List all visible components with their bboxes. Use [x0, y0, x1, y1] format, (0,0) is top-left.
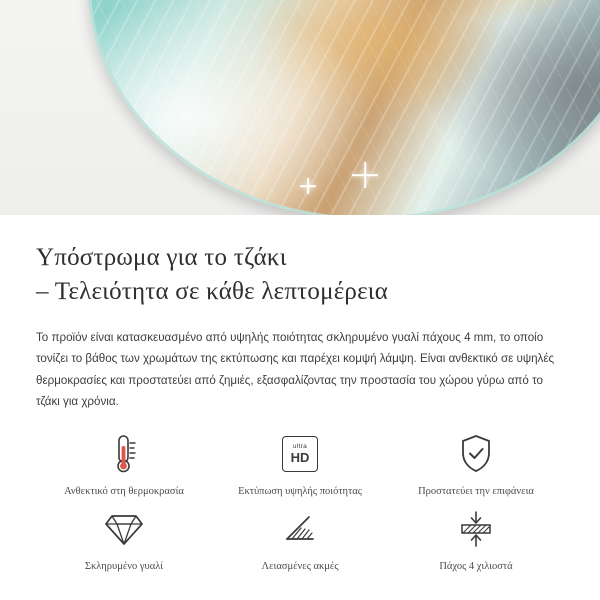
ultra-hd-badge-top: ultra	[292, 442, 308, 450]
shield-check-icon	[456, 431, 496, 477]
feature-item-print-quality	[212, 431, 388, 499]
feature-item-temperature-resistant	[36, 431, 212, 499]
ultra-hd-icon	[282, 431, 318, 477]
feature-item-thickness	[388, 506, 564, 574]
feature-item-tempered-glass	[36, 506, 212, 574]
hero-image	[0, 0, 600, 215]
feature-label: Λειασμένες ακμές	[261, 561, 339, 573]
feature-label: Εκτύπωση υψηλής ποιότητας	[238, 485, 362, 497]
page-title-line-2: – Τελειότητα σε κάθε λεπτομέρεια	[36, 278, 389, 305]
ultra-hd-badge-bottom: HD	[290, 450, 310, 465]
polished-edges-icon	[279, 506, 321, 552]
page-title-line-1: Υπόστρωμα για το τζάκι	[36, 244, 287, 271]
page-title	[36, 241, 564, 309]
diamond-icon	[103, 506, 145, 552]
thermometer-icon	[104, 431, 144, 477]
description-paragraph: Το προϊόν είναι κατασκευασμένο από υψηλής ποιότητας σκληρυμένο γυαλί πάχους 4 mm, το οποίο τονίζει το βάθος των χρωμάτων της εκτύπωσης και παρέχει κομψή λάμψη. Είναι ανθεκτικό σε υψηλές θερμοκρασίες και προστατεύει από ζημιές, εξασφαλίζοντας την προστασία του χώρου γύρω από το τζάκι για χρόνια.	[36, 331, 555, 409]
feature-label: Ανθεκτικό στη θερμοκρασία	[64, 485, 184, 497]
thickness-arrows-icon	[454, 506, 498, 552]
feature-label: Πάχος 4 χιλιοστά	[439, 561, 513, 573]
content-area	[0, 215, 600, 574]
marble-glass-disc	[88, 0, 600, 215]
feature-label: Σκληρυμένο γυαλί	[84, 561, 164, 573]
feature-grid	[36, 431, 564, 574]
feature-item-surface-protection	[388, 431, 564, 499]
feature-item-polished-edges	[212, 506, 388, 574]
feature-label: Προστατεύει την επιφάνεια	[418, 485, 534, 497]
